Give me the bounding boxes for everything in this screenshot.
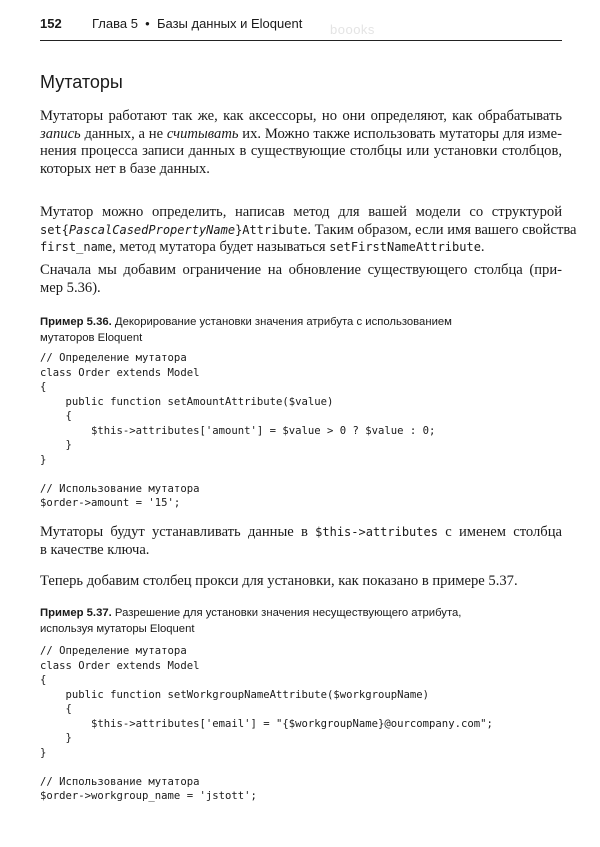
text-line: [40, 126, 562, 144]
text-segment: .: [480, 239, 485, 255]
example-caption: [40, 314, 562, 346]
caption-text: Разрешение для установки значения несуществующего атрибута,: [111, 607, 462, 619]
running-header: Глава 5 • Базы данных и Eloquent: [92, 16, 303, 31]
text-segment: которых нет в базе данных.: [40, 160, 210, 177]
paragraph: [40, 108, 562, 178]
text-line: [40, 161, 562, 179]
caption-text: мутаторов Eloquent: [40, 332, 143, 344]
text-segment: , метод мутатора будет называться: [112, 239, 330, 255]
text-line: [40, 524, 562, 542]
inline-code: }Attribute: [235, 222, 308, 237]
caption-text: Декорирование установки значения атрибута с использованием: [111, 316, 452, 328]
example-label: Пример 5.36.: [40, 316, 112, 328]
inline-code: PascalCasedPropertyName: [68, 222, 236, 237]
paragraph: [40, 262, 562, 297]
code-block: // Определение мутатора class Order extends Model { public function setWorkgroupNameAttribute($workgroupName) { $this->attributes['email'] = "{$workgroupName}@ourcompany.com"; } } // Использование мутатора $order->workgroup_name = 'jstott';: [40, 645, 493, 802]
text-line: [40, 280, 562, 298]
caption-text: используя мутаторы Eloquent: [40, 623, 195, 635]
text-line: [40, 108, 562, 126]
text-segment: Сначала мы добавим ограничение на обновление существующего столбца (при-: [40, 262, 562, 278]
example-label: Пример 5.37.: [40, 607, 112, 619]
text-segment: нения процесса записи данных в существующие столбцы или установки столбцов,: [40, 143, 562, 159]
inline-code: setFirstNameAttribute: [329, 240, 481, 254]
text-segment: Мутатор можно определить, написав метод для вашей модели со структурой: [40, 204, 562, 220]
paragraph: [40, 204, 577, 257]
emphasis: запись: [40, 125, 81, 142]
page-header: [40, 14, 562, 41]
inline-code: $this->attributes: [315, 525, 438, 539]
text-segment: с именем столбца: [437, 524, 562, 540]
page-number: 152: [40, 16, 62, 31]
text-line: [40, 143, 562, 161]
text-segment: Мутаторы работают так же, как аксессоры, но они определяют, как обрабатывать: [40, 108, 562, 124]
text-line: [40, 542, 562, 560]
text-segment: . Таким образом, если имя вашего свойства: [307, 221, 577, 238]
section-title: Мутаторы: [40, 72, 123, 92]
text-segment: Теперь добавим столбец прокси для установки, как показано в примере 5.37.: [40, 573, 518, 589]
text-line: [40, 221, 577, 240]
example-caption: [40, 605, 562, 637]
text-segment: их. Можно также использовать мутаторы для изме-: [238, 125, 562, 142]
inline-code: set{: [40, 222, 69, 237]
paragraph: [40, 524, 562, 559]
inline-code: first_name: [40, 240, 113, 254]
text-segment: в качестве ключа.: [40, 541, 150, 558]
text-line: [40, 573, 562, 591]
text-segment: Мутаторы будут устанавливать данные в: [40, 524, 316, 540]
text-line: [40, 262, 562, 280]
text-segment: данных, а не: [80, 125, 167, 142]
text-line: [40, 239, 562, 257]
emphasis: считывать: [166, 125, 239, 142]
code-block: // Определение мутатора class Order extends Model { public function setAmountAttribute($value) { $this->attributes['amount'] = $value > 0 ? $value : 0; } } // Использование мутатора $order->amount = '15';: [40, 352, 436, 509]
text-segment: мер 5.36).: [40, 279, 101, 296]
paragraph: [40, 573, 562, 591]
watermark: boooks: [330, 22, 375, 37]
text-line: [40, 204, 562, 222]
